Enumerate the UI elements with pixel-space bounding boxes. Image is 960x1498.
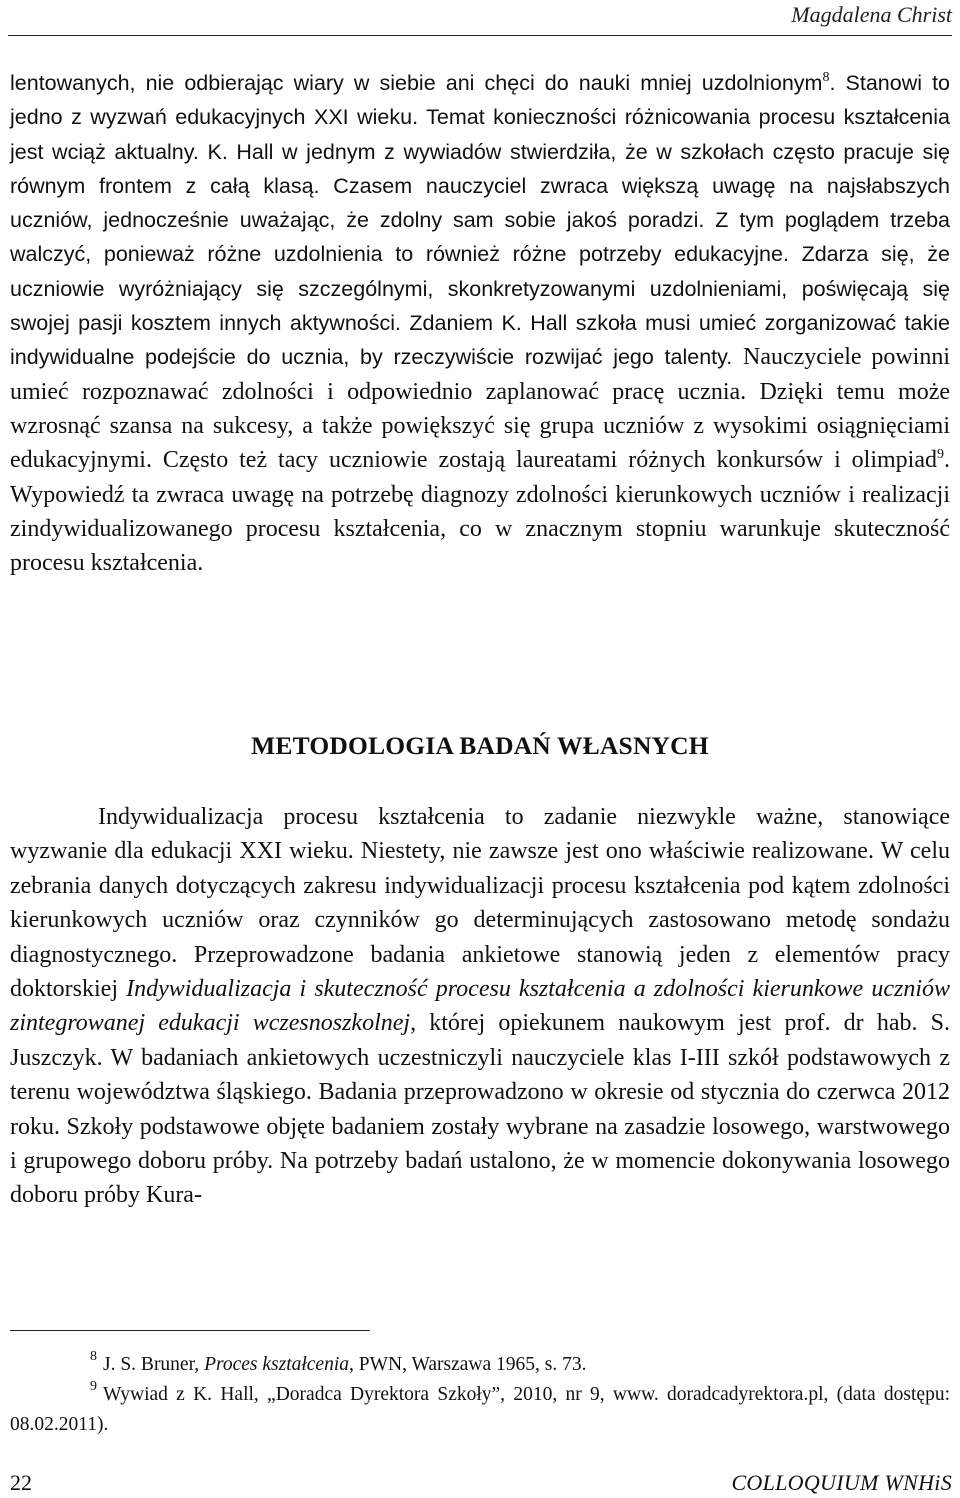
footnote-divider	[10, 1330, 370, 1331]
header-divider	[8, 35, 952, 36]
intro-paragraph-block	[10, 66, 950, 580]
footnotes	[10, 1350, 950, 1440]
footnote-ref-9: 9	[937, 447, 944, 463]
footnote-8-title: Proces kształcenia	[204, 1354, 350, 1375]
intro-paragraph	[10, 66, 950, 580]
page-number: 22	[10, 1470, 32, 1495]
footnote-9-text: Wywiad z K. Hall, „Doradca Dyrektora Szkoły”, 2010, nr 9, www. doradcadyrektora.pl, (data dostępu: 08.02.2011).	[10, 1384, 950, 1435]
intro-text-part-d: . Wypowiedź ta zwraca uwagę na potrzebę diagnozy zdolności kierunkowych uczniów i realizacji zindywidualizowanego procesu kształcenia, co w znacznym stopniu warunkuje skuteczność procesu kształcenia.	[10, 447, 950, 577]
footnote-9-number: 9	[90, 1379, 97, 1394]
dissertation-title: Indywidualizacja i skuteczność procesu kształcenia a zdolności kierunkowe uczniów zintegrowanej edukacji wczesnoszkolnej	[10, 976, 950, 1037]
intro-text-part-b: . Stanowi to jedno z wyzwań edukacyjnych XXI wieku. Temat konieczności różnicowania procesu kształcenia jest wciąż aktualny. K. Hall w jednym z wywiadów stwierdziła, że w szkołach często pracuje się równym frontem z całą klasą. Czasem nauczyciel zwraca większą uwagę na najsłabszych uczniów, jednocześnie uważając, że zdolny sam sobie jakoś poradzi. Z tym poglądem trzeba walczyć, ponieważ różne uzdolnienia to również różne potrzeby edukacyjne. Zdarza się, że uczniowie wyróżniający się szczególnymi, skonkretyzowanymi uzdolnieniami, poświęcają się swojej pasji kosztem innych aktywności. Zdaniem K. Hall szkoła musi umieć zorganizować takie indywidualne podejście do ucznia, by rzeczywiście rozwijać jego talenty.	[10, 71, 951, 370]
intro-text-part-c: Nauczyciele powinni umieć rozpoznawać zdolności i odpowiednio zaplanować pracę ucznia. Dzięki temu może wzrosnąć szansa na sukcesy, a także powiększyć się grupa uczniów z wysokimi osiągnięciami edukacyjnymi. Często też tacy uczniowie zostają laureatami różnych konkursów i olimpiad	[10, 344, 950, 474]
footnote-8-publication: , PWN, Warszawa 1965, s. 73.	[349, 1354, 587, 1375]
methodology-paragraph-block	[10, 800, 950, 1213]
intro-text-part-a: lentowanych, nie odbierając wiary w siebie ani chęci do nauki mniej uzdolnionym	[10, 71, 823, 95]
running-header-author: Magdalena Christ	[791, 2, 952, 27]
footnote-ref-8: 8	[822, 70, 830, 85]
footnote-8	[10, 1350, 950, 1380]
section-heading: METODOLOGIA BADAŃ WŁASNYCH	[251, 731, 709, 760]
journal-name: COLLOQUIUM WNHiS	[731, 1470, 952, 1495]
footnote-9	[10, 1380, 950, 1440]
methodology-text-part-b: , której opiekunem naukowym jest prof. dr hab. S. Juszczyk. W badaniach ankietowych uczestniczyli nauczyciele klas I-III szkół podstawowych z terenu województwa śląskiego. Badania przeprowadzono w okresie od stycznia do czerwca 2012 roku. Szkoły podstawowe objęte badaniem zostały wybrane na zasadzie losowego, warstwowego i grupowego doboru próby. Na potrzeby badań ustalono, że w momencie dokonywania losowego doboru próby Kura-	[10, 1010, 951, 1209]
methodology-text-part-a: Indywidualizacja procesu kształcenia to zadanie niezwykle ważne, stanowiące wyzwanie dla edukacji XXI wieku. Niestety, nie zawsze jest ono właściwie realizowane. W celu zebrania danych dotyczących zakresu indywidualizacji procesu kształcenia pod kątem zdolności kierunkowych uczniów oraz czynników go determinujących zastosowano metodę sondażu diagnostycznego. Przeprowadzone badania ankietowe stanowią jeden z elementów pracy doktorskiej	[10, 804, 950, 1003]
footnote-8-author: J. S. Bruner,	[103, 1354, 205, 1375]
methodology-paragraph	[10, 800, 950, 1213]
footnote-8-number: 8	[90, 1349, 97, 1364]
